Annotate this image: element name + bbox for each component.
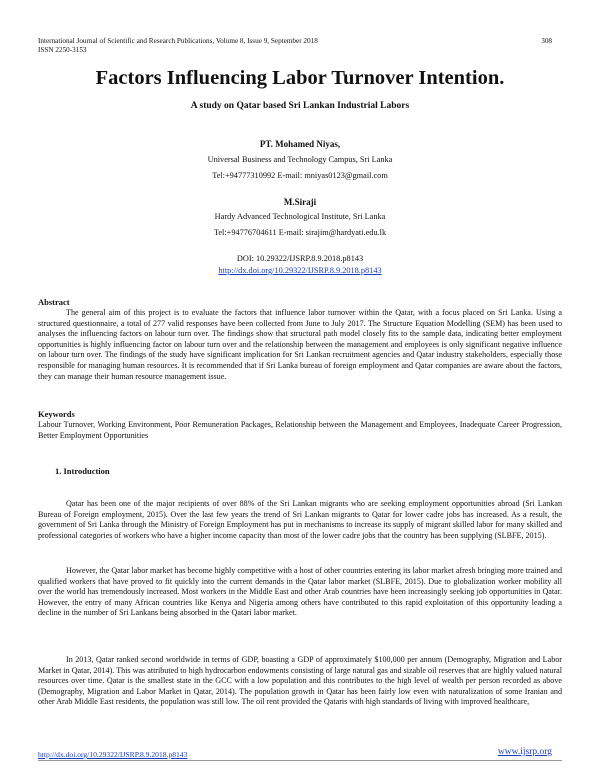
author-block-1 xyxy=(0,138,600,182)
footer-divider xyxy=(38,760,562,761)
doi-link[interactable]: http://dx.doi.org/10.29322/IJSRP.8.9.2018.p8143 xyxy=(218,266,382,275)
author-name: PT. Mohamed Niyas, xyxy=(259,139,341,149)
abstract-heading: Abstract xyxy=(38,297,70,307)
abstract-body xyxy=(38,308,562,382)
paper-title: Factors Influencing Labor Turnover Intention. xyxy=(95,67,505,89)
introduction-heading: 1. Introduction xyxy=(55,466,110,476)
author-block-2 xyxy=(0,196,600,239)
abstract-text: The general aim of this project is to evaluate the factors that influence labor turnover within the Qatar, with a focus placed on Sri Lanka. Using a structured questionnaire, a total of 277 valid responses have been collected from June to July 2017. The Structure Equation Modelling (SEM) has been used to analyses the influencing factors on labour turn over. The findings show that structural path model closely fits to the sample data, indicating better employment opportunities is highly influencing factor on labour turn over and the relationship between the management and employees is only significant negative influence on labour turn over. The findings of the study have significant implication for Sri Lankan recruitment agencies and Qatar industry stakeholders, especially those responsible for managing human resources. It is recommended that if Sri Lanka bureau of foreign employment and Qatar companies are aware about the factors, they can manage their human resource management issue. xyxy=(38,308,562,381)
author-affiliation: Universal Business and Technology Campus, Sri Lanka xyxy=(207,155,393,164)
doi-text: DOI: 10.29322/IJSRP.8.9.2018.p8143 xyxy=(236,254,364,263)
paper-subtitle: A study on Qatar based Sri Lankan Industrial Labors xyxy=(190,101,410,111)
doi-block xyxy=(0,253,600,277)
intro-paragraph-2 xyxy=(38,566,562,619)
keywords-body xyxy=(38,420,562,441)
journal-line: International Journal of Scientific and Research Publications, Volume 8, Issue 9, September 2018 xyxy=(38,37,318,45)
intro-paragraph-text: In 2013, Qatar ranked second worldwide in terms of GDP, boasting a GDP of approximately $100,000 per annum (Demography, Migration and Labor Market in Qatar, 2014). This was attributed to high hydrocarbon endowments consisting of large natural gas and sizable oil reserves that are highly valued natural resources over time. Qatar is the smallest state in the GCC with a low population and this contributes to the high level of wealth per person recorded as above (Demography, Migration and Labor Market in Qatar, 2014). The population growth in Qatar has been fairly low even with naturalization of some Iranian and other Arab Middle East residents, the population was still low. The oil rent provided the Qataris with high standards of living with improved healthcare, xyxy=(38,655,562,707)
intro-paragraph-3 xyxy=(38,655,562,708)
intro-paragraph-text: However, the Qatar labor market has become highly competitive with a host of other countries entering its labor market afresh bringing more trained and qualified workers that have proved to fit quickly into the current demands in the Qatar labor market (SLBFE, 2015). Due to globalization worker mobility all over the world has tremendously increased. Most workers in the Middle East and other Arab countries have been increasingly seeking job opportunities in Qatar. However, the entry of many African countries like Kenya and Nigeria among others have contributed to this rapid exploitation of this opportunity leading a decline in the number of Sri Lankans being absorbed in the Qatari labor market. xyxy=(38,566,562,618)
footer-doi-link[interactable]: http://dx.doi.org/10.29322/IJSRP.8.9.2018.p8143 xyxy=(38,750,188,759)
page-number: 308 xyxy=(541,37,552,45)
footer-site-link[interactable]: www.ijsrp.org xyxy=(497,747,552,757)
author-contact: Tel:+94777310992 E-mail: mniyas0123@gmail.com xyxy=(212,171,388,180)
author-contact: Tel:+94776704611 E-mail: sirajim@hardyati.edu.lk xyxy=(213,228,387,237)
author-name: M.Siraji xyxy=(283,197,317,207)
author-affiliation: Hardy Advanced Technological Institute, Sri Lanka xyxy=(214,212,386,221)
intro-paragraph-text: Qatar has been one of the major recipients of over 88% of the Sri Lankan migrants who are seeking employment opportunities abroad (Sri Lankan Bureau of Foreign employment, 2015). Over the last few years the trend of Sri Lankan migrants to Qatar for lower cadre jobs has increased. As a result, the government of Sri Lanka through the Ministry of Foreign Employment has put in mechanisms to increase its supply of migrant skilled labor for many skilled and professional categories of workers who have a higher income capacity than most of the lower cadre jobs that the country has been supplying (SLBFE, 2015). xyxy=(38,499,562,540)
keywords-heading: Keywords xyxy=(38,409,75,419)
intro-paragraph-1 xyxy=(38,499,562,541)
running-header xyxy=(38,37,518,55)
issn: ISSN 2250-3153 xyxy=(38,46,87,54)
keywords-text: Labour Turnover, Working Environment, Poor Remuneration Packages, Relationship between the Management and Employees, Inadequate Career Progression, Better Employment Opportunities xyxy=(38,420,562,440)
